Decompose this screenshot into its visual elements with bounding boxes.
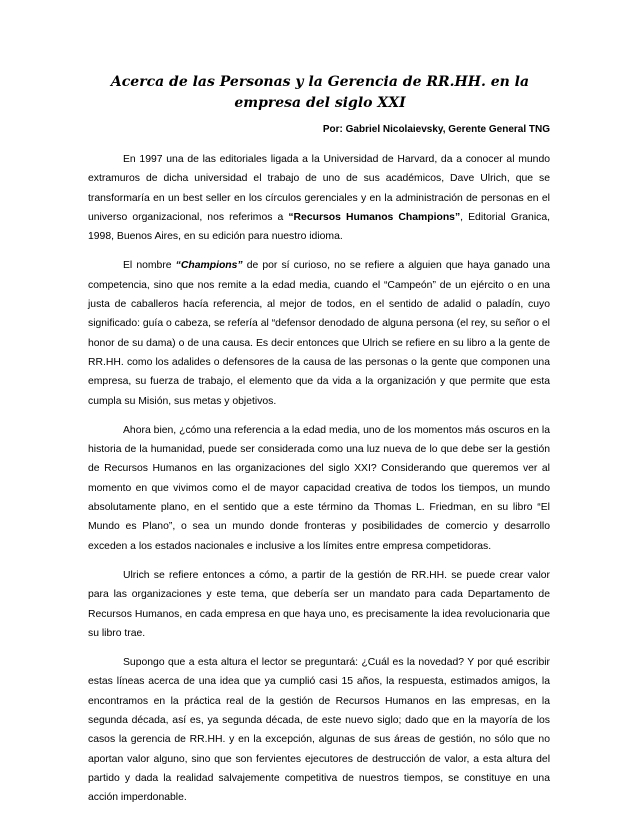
paragraph-1-text-b: , Editorial Granica, 1998, Buenos Aires, en su edición para nuestro idioma. [88,211,551,243]
champions-emphasis: “Champions” [175,260,243,272]
book-title-emphasis: “Recursos Humanos Champions” [288,211,461,223]
paragraph-2-text-b: de por sí curioso, no se refiere a alguien que haya ganado una competencia, sino que nos remite a la edad media, cuando el “Campeón” de un ejército o en una justa de caballeros hacía referencia, al mejor de todos, en el sentido de adalid o paladín, cuyo significado: guía o cabeza, se refería al “defensor denodado de alguna persona (el rey, su señor o el honor de su dama) o de una causa. Es decir entonces que Ulrich se refiere en su libro a la gente de RR.HH. como los adalides o defensores de la causa de las personas o la gente que componen una empresa, su fuerza de trabajo, el elemento que da vida a la organización y que permite que esta cumpla su Misión, sus metas y objetivos. [88,260,550,407]
paragraph-2-text-a: El nombre [123,260,176,272]
document-title: Acerca de las Personas y la Gerencia de RR.HH. en la empresa del siglo XXI [110,74,530,111]
paragraph-2 [88,256,550,410]
paragraph-5: Supongo que a esta altura el lector se preguntará: ¿Cuál es la novedad? Y por qué escribir estas líneas acerca de una idea que ya cumplió casi 15 años, la respuesta, estimados amigos, la encontramos en la práctica real de la gestión de Recursos Humanos en las empresas, en la segunda década, así es, ya segunda década, de este nuevo siglo; dado que en la mayoría de los casos la gerencia de RR.HH. y en la excepción, algunas de sus áreas de gestión, no sólo que no aportan valor alguno, sino que son fervientes ejecutores de destrucción de valor, a esta altura del partido y dada la realidad salvajemente competitiva de nuestros tiempos, se constituye en una acción imperdonable. [88,657,550,804]
author-byline: Por: Gabriel Nicolaievsky, Gerente General TNG [322,124,550,135]
document-body [88,150,550,818]
paragraph-3: Ahora bien, ¿cómo una referencia a la edad media, uno de los momentos más oscuros en la historia de la humanidad, puede ser considerada como una luz nueva de lo que debe ser la gestión de Recursos Humanos en las organizaciones del siglo XXI? Considerando que queremos ver al momento en que vivimos como el de mayor capacidad creativa de todos los tiempos, un mundo absolutamente plano, en el sentido que a este término da Thomas L. Friedman, en su libro “El Mundo es Plano”, o sea un mundo donde fronteras y posibilidades de comercio y desarrollo exceden a los estados nacionales e inclusive a los límites entre empresa competidoras. [88,424,550,552]
paragraph-1 [88,150,550,246]
paragraph-1-text-a: En 1997 una de las editoriales ligada a la Universidad de Harvard, da a conocer al mundo extramuros de dicha universidad el trabajo de uno de sus académicos, Dave Ulrich, que se transformaría en un best seller en los círculos gerenciales y en la administración de personas en el universo organizacional, nos referimos a [88,154,550,223]
paragraph-4: Ulrich se refiere entonces a cómo, a partir de la gestión de RR.HH. se puede crear valor para las organizaciones y este tema, que debería ser un mandato para cada Departamento de Recursos Humanos, en cada empresa en que haya uno, es precisamente la idea revolucionaria que su libro trae. [88,569,550,639]
